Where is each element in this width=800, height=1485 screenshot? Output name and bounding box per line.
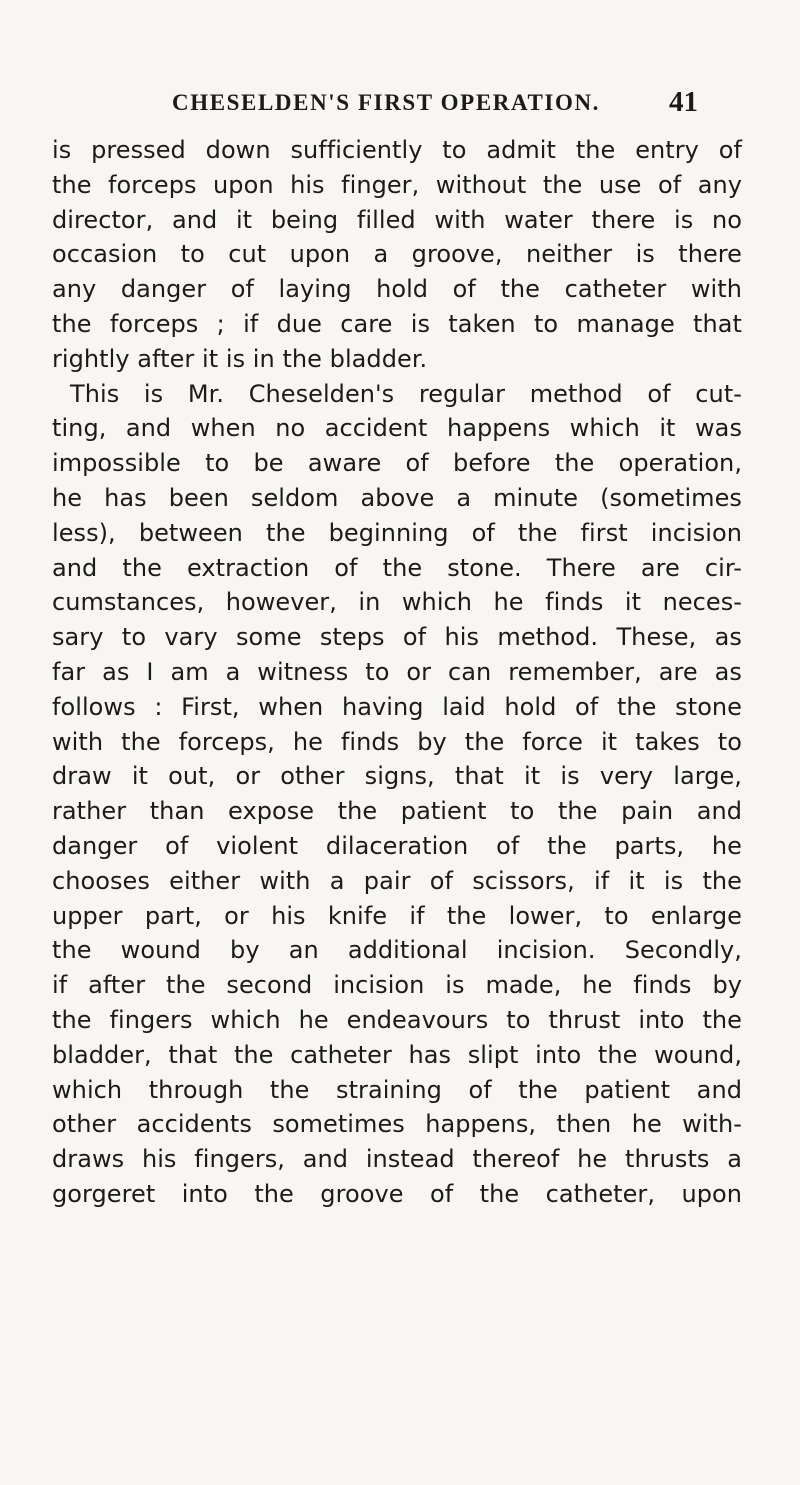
- body-text: [52, 133, 742, 1212]
- text-line: which through the straining of the patient and: [52, 1075, 742, 1104]
- text-line: less), between the beginning of the first incision: [52, 518, 742, 547]
- text-line: bladder, that the catheter has slipt into the wound,: [52, 1040, 742, 1069]
- text-line: other accidents sometimes happens, then he with-: [52, 1110, 742, 1139]
- text-line: far as I am a witness to or can remember, are as: [52, 657, 742, 686]
- text-line: rightly after it is in the bladder.: [52, 344, 428, 373]
- text-line: occasion to cut upon a groove, neither is there: [52, 240, 742, 269]
- text-line: any danger of laying hold of the catheter with: [52, 275, 742, 304]
- text-line: chooses either with a pair of scissors, if it is the: [52, 866, 742, 895]
- text-line: follows : First, when having laid hold of the stone: [52, 692, 742, 721]
- text-line: the fingers which he endeavours to thrust into the: [52, 1005, 742, 1034]
- text-line: if after the second incision is made, he finds by: [52, 971, 742, 1000]
- text-line: the forceps upon his finger, without the use of any: [52, 170, 742, 199]
- text-line: This is Mr. Cheselden's regular method of cut-: [70, 379, 742, 408]
- text-line: ting, and when no accident happens which it was: [52, 414, 742, 443]
- text-line: the wound by an additional incision. Secondly,: [52, 936, 742, 965]
- text-line: draw it out, or other signs, that it is very large,: [52, 762, 742, 791]
- text-line: director, and it being filled with water there is no: [52, 205, 742, 234]
- text-line: cumstances, however, in which he finds it neces-: [52, 588, 742, 617]
- text-line: and the extraction of the stone. There are cir-: [52, 553, 742, 582]
- text-line: danger of violent dilaceration of the parts, he: [52, 831, 742, 860]
- text-line: rather than expose the patient to the pain and: [52, 797, 742, 826]
- text-line: the forceps ; if due care is taken to manage that: [52, 309, 742, 338]
- running-head: [0, 86, 800, 126]
- running-title: CHESELDEN'S FIRST OPERATION.: [172, 90, 601, 115]
- page-number: 41: [669, 86, 698, 118]
- text-line: with the forceps, he finds by the force it takes to: [52, 727, 742, 756]
- text-line: he has been seldom above a minute (sometimes: [52, 483, 742, 512]
- text-line: is pressed down sufficiently to admit the entry of: [52, 136, 742, 164]
- text-line: gorgeret into the groove of the catheter, upon: [52, 1179, 742, 1208]
- text-line: draws his fingers, and instead thereof he thrusts a: [52, 1145, 742, 1174]
- text-line: upper part, or his knife if the lower, to enlarge: [52, 901, 742, 930]
- text-line: impossible to be aware of before the operation,: [52, 449, 742, 478]
- text-line: sary to vary some steps of his method. These, as: [52, 623, 742, 652]
